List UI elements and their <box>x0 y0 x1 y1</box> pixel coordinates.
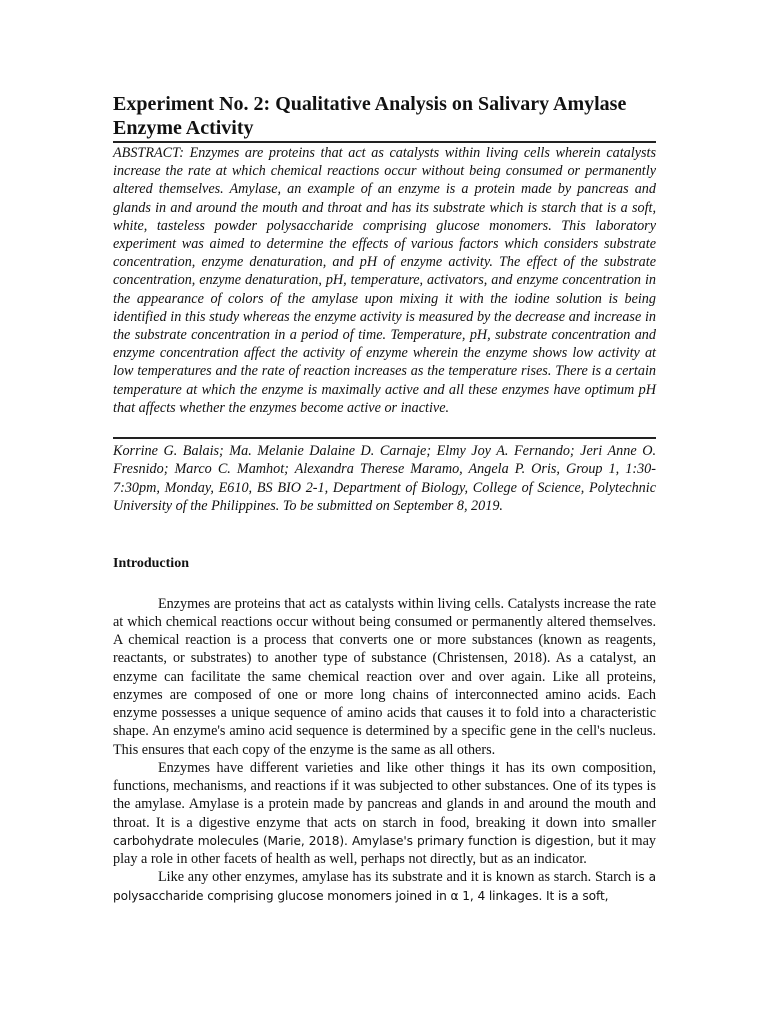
paragraph-3 <box>113 868 656 905</box>
section-divider <box>113 437 656 439</box>
paragraph-1: Enzymes are proteins that act as catalysts within living cells. Catalysts increase the rate at which chemical reactions occur without being consumed or permanently altered themselves. A chemical reaction is a process that converts one or more substances (known as reagents, reactants, or substrates) to another type of substance (Christensen, 2018). As a catalyst, an enzyme can facilitate the same chemical reaction over and over again. Like all proteins, enzymes are composed of one or more long chains of interconnected amino acids. Each enzyme possesses a unique sequence of amino acids that causes it to fold into a characteristic shape. An enzyme's amino acid sequence is determined by a specific gene in the cell's nucleus. This ensures that each copy of the enzyme is the same as all others. <box>113 595 656 758</box>
document-title: Experiment No. 2: Qualitative Analysis on Salivary Amylase Enzyme Activity <box>113 92 656 143</box>
introduction-body <box>113 595 656 905</box>
introduction-heading: Introduction <box>113 555 189 571</box>
paragraph-3-text-b: is a polysaccharide comprising glucose monomers joined in α 1, 4 linkages. It is a soft, <box>113 870 656 903</box>
author-affiliation: Korrine G. Balais; Ma. Melanie Dalaine D. Carnaje; Elmy Joy A. Fernando; Jeri Anne O. Fresnido; Marco C. Mamhot; Alexandra Therese Maramo, Angela P. Oris, Group 1, 1:30-7:30pm, Monday, E610, BS BIO 2-1, Department of Biology, College of Science, Polytechnic University of the Philippines. To be submitted on September 8, 2019. <box>113 443 656 515</box>
paragraph-3-text-a: Like any other enzymes, amylase has its substrate and it is known as starch. Starch <box>158 869 636 886</box>
paragraph-2-text-b: smaller carbohydrate molecules (Marie, 2018). Amylase's primary function is digestion, <box>113 815 656 848</box>
document-page <box>113 92 656 905</box>
paragraph-2-text-a: Enzymes have different varieties and like other things it has its own composition, functions, mechanisms, and reactions if it was subjected to other substances. One of its types is the amylase. Amylase is a protein made by pancreas and glands in and around the mouth and throat. It is a digestive enzyme that acts on starch in food, breaking it down into <box>113 759 656 831</box>
paragraph-2-text-c: but it may play a role in other facets of health as well, perhaps not directly, but as an indicator. <box>113 832 656 868</box>
paragraph-2 <box>113 759 656 869</box>
abstract-text: ABSTRACT: Enzymes are proteins that act as catalysts within living cells wherein catalysts increase the rate at which chemical reactions occur without being consumed or permanently altered themselves. Amylase, an example of an enzyme is a protein made by pancreas and glands in and around the mouth and throat and has its substrate which is starch that is a soft, white, tasteless powder polysaccharide comprising glucose monomers. This laboratory experiment was aimed to determine the effects of various factors which considers substrate concentration, enzyme denaturation, and pH of enzyme activity. The effect of the substrate concentration, enzyme denaturation, pH, temperature, activators, and enzyme concentration in the appearance of colors of the amylase upon mixing it with the iodine solution is being identified in this study whereas the enzyme activity is measured by the decrease and increase in the substrate concentration in a period of time. Temperature, pH, substrate concentration and enzyme concentration affect the activity of enzyme wherein the enzyme shows low activity at low temperatures and the rate of reaction increases as the temperature rises. There is a certain temperature at which the enzyme is maximally active and all these enzymes have optimum pH that affects whether the enzymes become active or inactive. <box>113 145 656 416</box>
